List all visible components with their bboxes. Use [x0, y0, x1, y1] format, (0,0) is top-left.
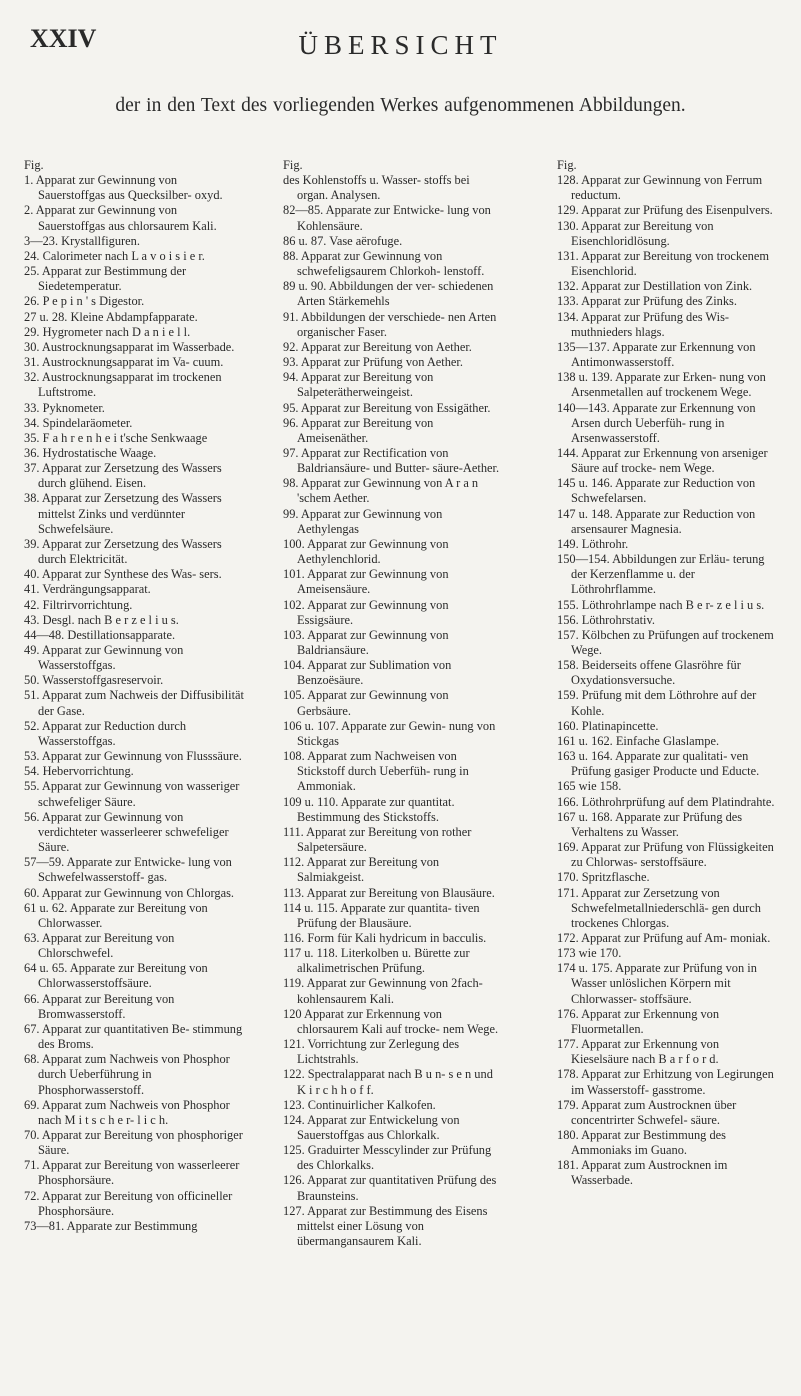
figure-entry: 86 u. 87. Vase aërofuge. — [283, 233, 403, 248]
figure-entry: 55. Apparat zur Gewinnung von wasseriger schwefeliger Säure. — [24, 779, 240, 809]
figure-entry: 96. Apparat zur Bereitung von Ameisenäther. — [283, 415, 434, 445]
figure-entry: 66. Apparat zur Bereitung von Bromwasserstoff. — [24, 991, 175, 1021]
figure-entry: 176. Apparat zur Erkennung von Fluormetallen. — [557, 1006, 720, 1036]
figure-entry: 51. Apparat zum Nachweis der Diffusibilität der Gase. — [24, 688, 244, 718]
figure-entry: 117 u. 118. Literkolben u. Bürette zur alkalimetrischen Prüfung. — [283, 946, 470, 976]
figure-entry: 1. Apparat zur Gewinnung von Sauerstoffgas aus Quecksilber- oxyd. — [24, 173, 223, 203]
figure-entry: 112. Apparat zur Bereitung von Salmiakgeist. — [283, 855, 440, 885]
figure-entry: 156. Löthrohrstativ. — [557, 612, 655, 627]
figure-entry: 43. Desgl. nach B e r z e l i u s. — [24, 612, 179, 627]
figure-entry: 111. Apparat zur Bereitung von rother Salpetersäure. — [283, 824, 472, 855]
figure-entry: 159. Prüfung mit dem Löthrohre auf der Kohle. — [557, 688, 757, 718]
figure-entry: 144. Apparat zur Erkennung von arseniger Säure auf trocke- nem Wege. — [557, 445, 768, 476]
figure-entry: 67. Apparat zur quantitativen Be- stimmung des Broms. — [24, 1021, 243, 1052]
figure-entry: 53. Apparat zur Gewinnung von Flusssäure. — [24, 749, 242, 764]
figure-entry: 160. Platinapincette. — [557, 718, 659, 733]
figure-entry: 177. Apparat zur Erkennung von Kieselsäure nach B a r f o r d. — [557, 1037, 720, 1067]
figure-entry: 31. Austrocknungsapparat im Va- cuum. — [24, 355, 224, 370]
figure-entry: 130. Apparat zur Bereitung von Eisenchloridlösung. — [557, 218, 714, 248]
figure-entry: 123. Continuirlicher Kalkofen. — [283, 1097, 436, 1112]
figure-entry: 98. Apparat zur Gewinnung von A r a n 'schem Aether. — [283, 476, 479, 506]
figure-entry: 82—85. Apparate zur Entwicke- lung von Kohlensäure. — [283, 203, 491, 233]
figure-entry: 71. Apparat zur Bereitung von wasserleerer Phosphorsäure. — [24, 1158, 240, 1188]
figure-entry: 174 u. 175. Apparate zur Prüfung von in Wasser unlöslichen Körpern mit Chlorwasser- stoffsäure. — [557, 961, 757, 1006]
page-number: XXIV — [30, 24, 97, 53]
figure-entry: 125. Graduirter Messcylinder zur Prüfung des Chlorkalks. — [283, 1143, 492, 1173]
figure-entry: 132. Apparat zur Destillation von Zink. — [557, 279, 753, 294]
figure-entry: 181. Apparat zum Austrocknen im Wasserbade. — [557, 1158, 728, 1188]
figure-entry: 102. Apparat zur Gewinnung von Essigsäure. — [283, 597, 449, 627]
figure-entry: 134. Apparat zur Prüfung des Wis- muthnieders hlags. — [557, 309, 730, 339]
figure-entry: 171. Apparat zur Zersetzung von Schwefelmetallniederschlä- gen durch trockenes Chlorgas. — [557, 885, 761, 930]
figure-entry: 158. Beiderseits offene Glasröhre für Oxydationsversuche. — [557, 658, 741, 688]
figure-entry: 38. Apparat zur Zersetzung des Wassers mittelst Zinks und verdünnter Schwefelsäure. — [24, 491, 222, 536]
figure-entry: 41. Verdrängungsapparat. — [24, 582, 151, 597]
figure-entry: 150—154. Abbildungen zur Erläu- terung der Kerzenflamme u. der Löthrohrflamme. — [557, 552, 765, 597]
figure-entry: 29. Hygrometer nach D a n i e l l. — [24, 324, 191, 339]
figure-entry: 121. Vorrichtung zur Zerlegung des Lichtstrahls. — [283, 1037, 460, 1067]
figure-entry: 100. Apparat zur Gewinnung von Aethylenchlorid. — [283, 536, 449, 567]
figure-entry: 178. Apparat zur Erhitzung von Legirungen im Wasserstoff- gasstrome. — [557, 1067, 774, 1097]
figure-entry: 2. Apparat zur Gewinnung von Sauerstoffgas aus chlorsaurem Kali. — [24, 203, 217, 233]
figure-entry: 169. Apparat zur Prüfung von Flüssigkeiten zu Chlorwas- serstoffsäure. — [557, 840, 774, 870]
figure-entry: des Kohlenstoffs u. Wasser- stoffs bei organ. Analysen. — [283, 173, 470, 203]
figure-entry: 37. Apparat zur Zersetzung des Wassers durch glühend. Eisen. — [24, 461, 222, 491]
figure-entry: 70. Apparat zur Bereitung von phosphoriger Säure. — [24, 1128, 243, 1158]
figure-entry: 131. Apparat zur Bereitung von trockenem Eisenchlorid. — [557, 248, 769, 279]
figure-entry: 36. Hydrostatische Waage. — [24, 445, 157, 460]
figure-entry: 126. Apparat zur quantitativen Prüfung des Braunsteins. — [283, 1173, 497, 1203]
fig-label: Fig. — [283, 158, 303, 172]
figure-entry: 101. Apparat zur Gewinnung von Ameisensäure. — [283, 567, 449, 597]
figure-entry: 165 wie 158. — [557, 779, 622, 794]
column-3 — [557, 158, 777, 1189]
figure-entry: 140—143. Apparate zur Erkennung von Arsen durch Ueberfüh- rung in Arsenwasserstoff. — [557, 400, 756, 445]
figure-entry: 127. Apparat zur Bestimmung des Eisens mittelst einer Lösung von übermangansaurem Kali. — [283, 1203, 488, 1249]
figure-entry: 113. Apparat zur Bereitung von Blausäure. — [283, 885, 495, 900]
figure-entry: 119. Apparat zur Gewinnung von 2fach-kohlensaurem Kali. — [283, 976, 483, 1006]
figure-entry: 124. Apparat zur Entwickelung von Sauerstoffgas aus Chlorkalk. — [283, 1112, 460, 1142]
figure-entry: 64 u. 65. Apparate zur Bereitung von Chlorwasserstoffsäure. — [24, 961, 208, 991]
figure-entry: 39. Apparat zur Zersetzung des Wassers durch Elektricität. — [24, 536, 222, 567]
column-2 — [283, 158, 503, 1249]
figure-entry: 24. Calorimeter nach L a v o i s i e r. — [24, 248, 205, 263]
figure-entry: 69. Apparat zum Nachweis von Phosphor nach M i t s c h e r- l i c h. — [24, 1097, 230, 1127]
figure-entry: 172. Apparat zur Prüfung auf Am- moniak. — [557, 930, 771, 945]
figure-entry: 3—23. Krystallfiguren. — [24, 233, 140, 248]
figure-entry: 94. Apparat zur Bereitung von Salpeterätherweingeist. — [283, 370, 434, 400]
figure-entry: 88. Apparat zur Gewinnung von schwefeligsaurem Chlorkoh- lenstoff. — [283, 248, 485, 279]
figure-entry: 95. Apparat zur Bereitung von Essigäther. — [283, 400, 491, 415]
figure-entry: 56. Apparat zur Gewinnung von verdichteter wasserleerer schwefeliger Säure. — [24, 809, 229, 855]
figure-entry: 50. Wasserstoffgasreservoir. — [24, 673, 164, 688]
figure-entry: 167 u. 168. Apparate zur Prüfung des Verhaltens zu Wasser. — [557, 809, 743, 839]
figure-entry: 40. Apparat zur Synthese des Was- sers. — [24, 567, 222, 582]
figure-entry: 97. Apparat zur Rectification von Baldriansäure- und Butter- säure-Aether. — [283, 445, 500, 476]
figure-entry: 108. Apparat zum Nachweisen von Stickstoff durch Ueberfüh- rung in Ammoniak. — [283, 749, 469, 794]
figure-entry: 157. Kölbchen zu Prüfungen auf trockenem Wege. — [557, 627, 774, 657]
figure-entry: 33. Pyknometer. — [24, 400, 105, 415]
figure-entry: 161 u. 162. Einfache Glaslampe. — [557, 733, 720, 748]
figure-entry: 114 u. 115. Apparate zur quantita- tiven Prüfung der Blausäure. — [283, 900, 480, 930]
figure-entry: 122. Spectralapparat nach B u n- s e n und K i r c h h o f f. — [283, 1067, 493, 1097]
figure-entry: 72. Apparat zur Bereitung von officineller Phosphorsäure. — [24, 1188, 233, 1218]
column-1 — [24, 158, 244, 1234]
figure-entry: 163 u. 164. Apparate zur qualitati- ven Prüfung gasiger Producte und Educte. — [557, 749, 760, 779]
figure-entry: 68. Apparat zum Nachweis von Phosphor durch Ueberführung in Phosphorwasserstoff. — [24, 1052, 230, 1097]
figure-entry: 170. Spritzflasche. — [557, 870, 650, 885]
page-subtitle: der in den Text des vorliegenden Werkes aufgenommenen Abbildungen. — [115, 95, 686, 116]
figure-entry: 61 u. 62. Apparate zur Bereitung von Chlorwasser. — [24, 900, 208, 930]
figure-entry: 30. Austrocknungsapparat im Wasserbade. — [24, 339, 235, 354]
figure-entry: 106 u. 107. Apparate zur Gewin- nung von Stickgas — [283, 718, 496, 748]
figure-entry: 32. Austrocknungsapparat im trockenen Luftstrome. — [24, 370, 222, 400]
figure-entry: 128. Apparat zur Gewinnung von Ferrum reductum. — [557, 173, 763, 203]
figure-entry: 135—137. Apparate zur Erkennung von Antimonwasserstoff. — [557, 339, 756, 370]
fig-label: Fig. — [24, 158, 44, 172]
figure-entry: 63. Apparat zur Bereitung von Chlorschwefel. — [24, 930, 175, 961]
figure-entry: 109 u. 110. Apparate zur quantitat. Bestimmung des Stickstoffs. — [283, 794, 455, 824]
figure-entry: 93. Apparat zur Prüfung von Aether. — [283, 355, 463, 370]
figure-entry: 120 Apparat zur Erkennung von chlorsaurem Kali auf trocke- nem Wege. — [283, 1006, 499, 1036]
figure-entry: 155. Löthrohrlampe nach B e r- z e l i u s. — [557, 597, 765, 612]
figure-entry: 73—81. Apparate zur Bestimmung — [24, 1218, 198, 1233]
figure-entry: 116. Form für Kali hydricum in bacculis. — [283, 930, 487, 945]
figure-entry: 42. Filtrirvorrichtung. — [24, 597, 133, 612]
figure-entry: 105. Apparat zur Gewinnung von Gerbsäure. — [283, 688, 449, 718]
figure-entry: 54. Hebervorrichtung. — [24, 764, 134, 779]
fig-label: Fig. — [557, 158, 577, 172]
figure-entry: 173 wie 170. — [557, 946, 622, 961]
figure-entry: 179. Apparat zum Austrocknen über concentrirter Schwefel- säure. — [557, 1097, 737, 1127]
figure-entry: 166. Löthrohrprüfung auf dem Platindrahte. — [557, 794, 775, 809]
figure-entry: 34. Spindelaräometer. — [24, 415, 133, 430]
figure-entry: 147 u. 148. Apparate zur Reduction von arsensaurer Magnesia. — [557, 506, 756, 536]
figure-entry: 133. Apparat zur Prüfung des Zinks. — [557, 294, 737, 309]
figure-entry: 27 u. 28. Kleine Abdampfapparate. — [24, 309, 198, 324]
figure-entry: 89 u. 90. Abbildungen der ver- schiedenen Arten Stärkemehls — [283, 279, 494, 309]
figure-entry: 49. Apparat zur Gewinnung von Wasserstoffgas. — [24, 643, 184, 673]
figure-entry: 180. Apparat zur Bestimmung des Ammoniaks im Guano. — [557, 1128, 726, 1158]
figure-entry: 99. Apparat zur Gewinnung von Aethylengas — [283, 506, 443, 536]
figure-entry: 26. P e p i n ' s Digestor. — [24, 294, 145, 309]
figure-entry: 91. Abbildungen der verschiede- nen Arten organischer Faser. — [283, 309, 497, 339]
page-title: ÜBERSICHT — [298, 30, 503, 60]
figure-entry: 25. Apparat zur Bestimmung der Siedetemperatur. — [24, 264, 187, 294]
figure-entry: 104. Apparat zur Sublimation von Benzoësäure. — [283, 658, 452, 688]
figure-entry: 92. Apparat zur Bereitung von Aether. — [283, 339, 472, 354]
figure-entry: 149. Löthrohr. — [557, 536, 629, 551]
figure-entry: 138 u. 139. Apparate zur Erken- nung von Arsenmetallen auf trockenem Wege. — [557, 370, 766, 400]
figure-entry: 145 u. 146. Apparate zur Reduction von Schwefelarsen. — [557, 476, 756, 506]
figure-entry: 103. Apparat zur Gewinnung von Baldriansäure. — [283, 627, 449, 657]
figure-entry: 60. Apparat zur Gewinnung von Chlorgas. — [24, 885, 235, 900]
figure-entry: 44—48. Destillationsapparate. — [24, 627, 176, 642]
figure-entry: 57—59. Apparate zur Entwicke- lung von Schwefelwasserstoff- gas. — [24, 855, 232, 885]
figure-entry: 35. F a h r e n h e i t'sche Senkwaage — [24, 430, 208, 445]
figure-entry: 52. Apparat zur Reduction durch Wasserstoffgas. — [24, 718, 187, 748]
figure-entry: 129. Apparat zur Prüfung des Eisenpulvers. — [557, 203, 773, 218]
